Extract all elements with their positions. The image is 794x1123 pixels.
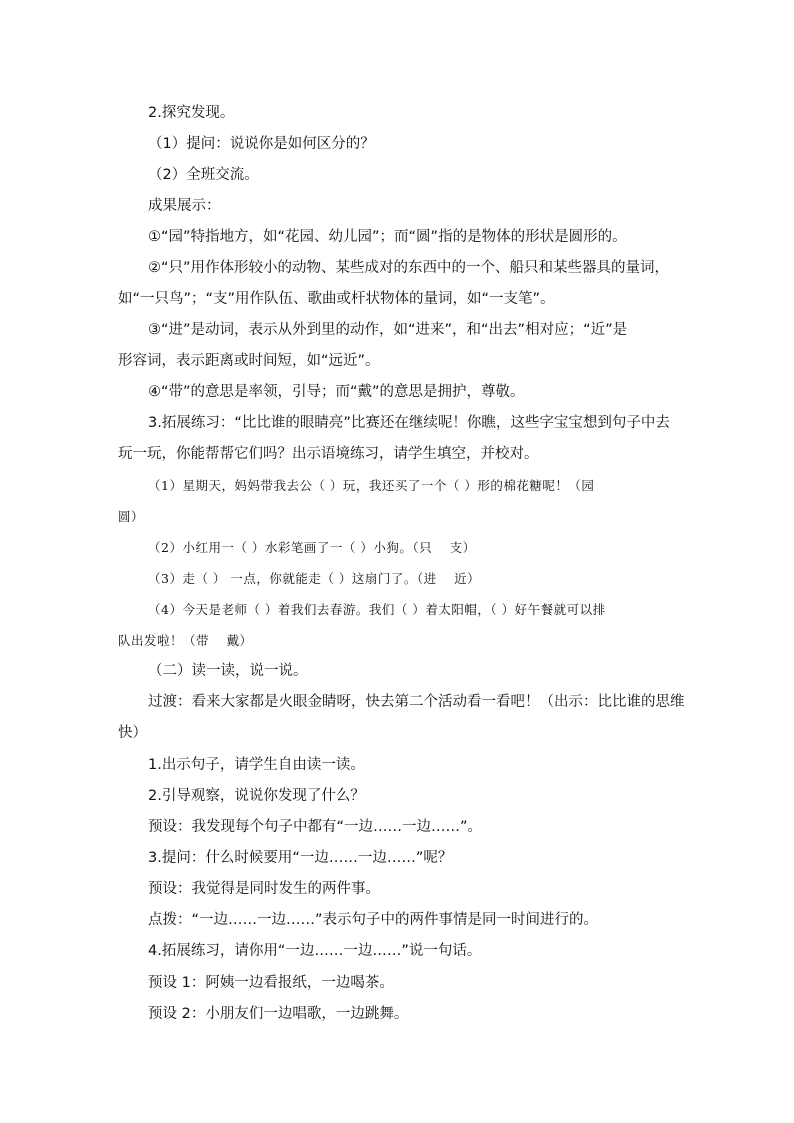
- step-heading: 3.拓展练习：“比比谁的眼睛亮”比赛还在继续呢！你瞧，这些字宝宝想到句子中去: [148, 415, 670, 431]
- preset-answer: 预设：我觉得是同时发生的两件事。: [148, 881, 380, 897]
- step-item: （2）全班交流。: [148, 167, 259, 183]
- guidance-note: 点拨：“一边……一边……”表示句子中的两件事情是同一时间进行的。: [148, 912, 599, 928]
- exercise-item-continued: 队出发啦！（带 戴）: [118, 633, 253, 648]
- step-heading: 2.引导观察，说说你发现了什么？: [148, 788, 365, 804]
- section-heading: （二）读一读，说一说。: [148, 663, 308, 679]
- preset-answer: 预设 2：小朋友们一边唱歌，一边跳舞。: [148, 1006, 409, 1022]
- result-item: ①“园”特指地方，如“花园、幼儿园”；而“圆”指的是物体的形状是圆形的。: [148, 229, 627, 245]
- preset-answer: 预设 1：阿姨一边看报纸，一边喝茶。: [148, 975, 394, 991]
- preset-answer: 预设：我发现每个句子中都有“一边……一边……”。: [148, 819, 483, 835]
- step-heading: 4.拓展练习，请你用“一边……一边……”说一句话。: [148, 943, 482, 959]
- exercise-item: （3）走（ ） 一点，你就能走（ ）这扇门了。（进 近）: [148, 571, 481, 586]
- step-heading: 3.提问：什么时候要用“一边……一边……”呢？: [148, 850, 453, 866]
- exercise-item-continued: 圆）: [118, 509, 145, 524]
- result-heading: 成果展示：: [148, 198, 221, 214]
- result-item: ②“只”用作体形较小的动物、某些成对的东西中的一个、船只和某些器具的量词，: [148, 260, 670, 276]
- exercise-item: （2）小红用一（ ）水彩笔画了一（ ）小狗。（只 支）: [148, 540, 476, 555]
- result-item-continued: 如“一只鸟”；“支”用作队伍、歌曲或杆状物体的量词，如“一支笔”。: [118, 291, 555, 307]
- result-item-continued: 形容词，表示距离或时间短，如“远近”。: [118, 353, 380, 369]
- exercise-item: （1）星期天，妈妈带我去公（ ）玩，我还买了一个（ ）形的棉花糖呢！（园: [148, 478, 595, 493]
- result-item: ③“进”是动词，表示从外到里的动作，如“进来”，和“出去”相对应；“近”是: [148, 322, 628, 338]
- step-heading-continued: 玩一玩，你能帮帮它们吗？出示语境练习，请学生填空，并校对。: [118, 446, 539, 462]
- step-item: （1）提问：说说你是如何区分的？: [148, 136, 375, 152]
- transition-paragraph: 过渡：看来大家都是火眼金睛呀，快去第二个活动看一看吧！（出示：比比谁的思维: [148, 694, 685, 710]
- result-item: ④“带”的意思是率领，引导；而“戴”的意思是拥护，尊敬。: [148, 384, 525, 400]
- transition-paragraph-continued: 快）: [118, 725, 147, 741]
- exercise-item: （4）今天是老师（ ）着我们去春游。我们（ ）着太阳帽，（ ）好午餐就可以排: [148, 602, 606, 617]
- step-heading: 1.出示句子，请学生自由读一读。: [148, 757, 365, 773]
- step-heading: 2.探究发现。: [148, 105, 235, 121]
